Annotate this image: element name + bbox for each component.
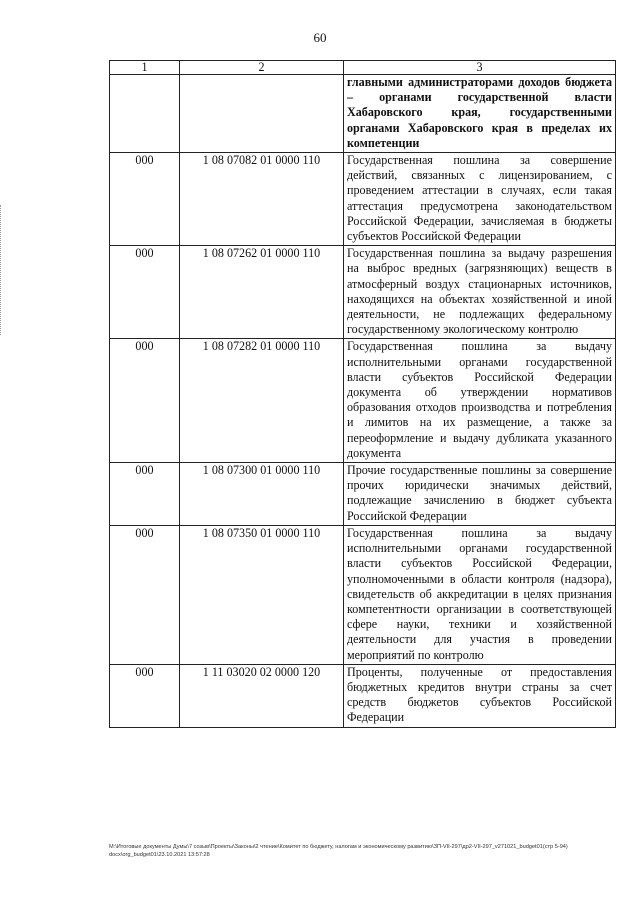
cell-admin-code: 000 (110, 246, 180, 339)
cell-description: Государственная пошлина за совершение действий, связанных с лицензированием, с проведением аттестации в случаях, если такая аттестация предусмотрена законодательством Российской Федерации, зачисляемая в бюджеты субъектов Российской Федерации (344, 153, 616, 246)
table-row (110, 75, 616, 153)
cell-admin-code: 000 (110, 664, 180, 727)
table-row (110, 339, 616, 463)
column-header-1: 1 (110, 61, 180, 75)
table-row (110, 525, 616, 664)
cell-description: Проценты, полученные от предоставления бюджетных кредитов внутри страны за счет средств бюджетов субъектов Российской Федерации (344, 664, 616, 727)
table-row (110, 664, 616, 727)
cell-revenue-code: 1 08 07082 01 0000 110 (180, 153, 344, 246)
page-number: 60 (313, 30, 327, 45)
cell-admin-code: 000 (110, 339, 180, 463)
cell-admin-code: 000 (110, 525, 180, 664)
table-row (110, 463, 616, 526)
cell-revenue-code: 1 08 07282 01 0000 110 (180, 339, 344, 463)
table-row (110, 153, 616, 246)
cell-description: Государственная пошлина за выдачу исполнительными органами государственной власти субъектов Российской Федерации, уполномоченными в области контроля (надзора), свидетельств об аккредитации в целях признания компетентности организации в соответствующей сфере науки, техники и хозяйственной деятельности для участия в проведении мероприятий по контролю (344, 525, 616, 664)
cell-revenue-code: 1 11 03020 02 0000 120 (180, 664, 344, 727)
cell-revenue-code (180, 75, 344, 153)
scan-edge-mark (0, 205, 3, 335)
column-header-3: 3 (344, 61, 616, 75)
table-row (110, 246, 616, 339)
cell-description: Государственная пошлина за выдачу исполнительными органами государственной власти субъектов Российской Федерации документа об утверждении нормативов образования отходов производства и потребления и лимитов на их размещение, а также за переоформление и выдачу дубликата указанного документа (344, 339, 616, 463)
cell-admin-code (110, 75, 180, 153)
file-path-footer: М:\Итоговые документы Думы\7 созыв\Проекты\Законы\2 чтение\Комитет по бюджету, налогам и экономическому развитию\ЗП-VII-297\др2-VII-297_v271021_budget01(стр 5-94) docx\org_budget01\23.10.2021 13:57:28 (109, 844, 568, 858)
cell-description: Прочие государственные пошлины за совершение прочих юридически значимых действий, подлежащие зачислению в бюджет субъекта Российской Федерации (344, 463, 616, 526)
table-header-row (110, 61, 616, 75)
cell-revenue-code: 1 08 07300 01 0000 110 (180, 463, 344, 526)
cell-admin-code: 000 (110, 153, 180, 246)
cell-revenue-code: 1 08 07350 01 0000 110 (180, 525, 344, 664)
cell-revenue-code: 1 08 07262 01 0000 110 (180, 246, 344, 339)
cell-description: Государственная пошлина за выдачу разрешения на выброс вредных (загрязняющих) веществ в атмосферный воздух стационарных источников, находящихся на объектах хозяйственной и иной деятельности, не подлежащих федеральному государственному экологическому контролю (344, 246, 616, 339)
revenue-codes-table (109, 60, 616, 728)
column-header-2: 2 (180, 61, 344, 75)
cell-admin-code: 000 (110, 463, 180, 526)
cell-description: главными администраторами доходов бюджета – органами государственной власти Хабаровского края, государственными органами Хабаровского края в пределах их компетенции (344, 75, 616, 153)
